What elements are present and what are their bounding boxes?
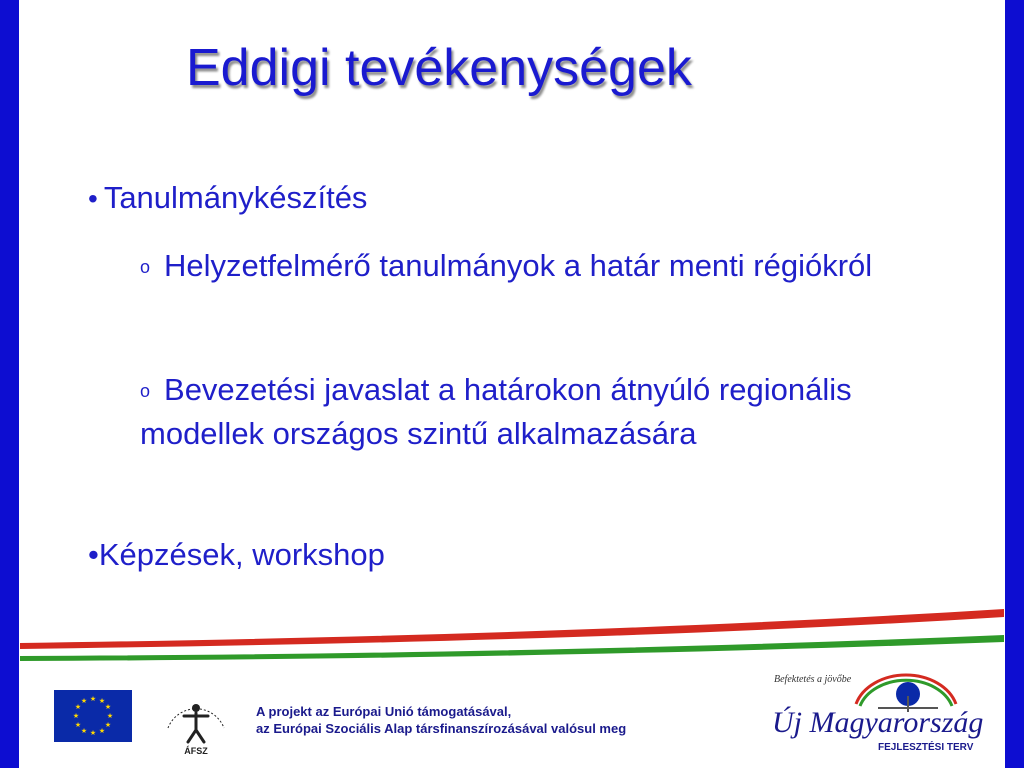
bullet-item (88, 537, 385, 573)
afsz-logo-icon (158, 680, 234, 758)
umft-tagline: Befektetés a jövőbe (774, 674, 852, 685)
eu-flag-icon (54, 690, 132, 742)
bullet-dot: • (88, 537, 99, 572)
eu-support-statement (256, 703, 626, 737)
svg-text:★: ★ (74, 703, 82, 711)
support-line-2: az Európai Szociális Alap társfinanszírozásával valósul meg (256, 721, 627, 736)
bullet-label: Tanulmánykészítés (103, 180, 368, 215)
bullet-dot: • (88, 183, 98, 214)
sub-bullet-item (140, 246, 940, 290)
hungarian-swoosh-decoration (0, 595, 1024, 675)
umft-main-text: Új Magyarország (772, 706, 984, 739)
sub-bullet-marker: o (140, 381, 151, 401)
bullet-label: Képzések, workshop (98, 537, 385, 572)
svg-text:★: ★ (106, 712, 114, 720)
svg-text:★: ★ (74, 721, 82, 729)
svg-text:★: ★ (104, 721, 112, 729)
sub-bullet-label: Bevezetési javaslat a határokon átnyúló regionális modellek országos szintű alkalmazására (140, 372, 852, 451)
uj-magyarorszag-logo-icon (760, 668, 986, 764)
sub-bullet-marker: o (140, 257, 151, 277)
bullet-item (88, 180, 367, 216)
svg-text:★: ★ (80, 697, 88, 705)
umft-sub-text: FEJLESZTÉSI TERV (878, 742, 974, 753)
afsz-logo-text: ÁFSZ (184, 746, 208, 756)
svg-text:★: ★ (89, 695, 97, 703)
svg-text:★: ★ (72, 712, 80, 720)
sub-bullet-item (140, 370, 940, 454)
svg-text:★: ★ (104, 703, 112, 711)
slide-title: Eddigi tevékenységek (186, 39, 692, 97)
svg-text:★: ★ (80, 727, 88, 735)
svg-text:★: ★ (98, 727, 106, 735)
svg-text:★: ★ (98, 697, 106, 705)
support-line-1: A projekt az Európai Unió támogatásával, (256, 704, 512, 719)
svg-text:★: ★ (89, 729, 97, 737)
sub-bullet-label: Helyzetfelmérő tanulmányok a határ menti régiókról (164, 248, 873, 283)
